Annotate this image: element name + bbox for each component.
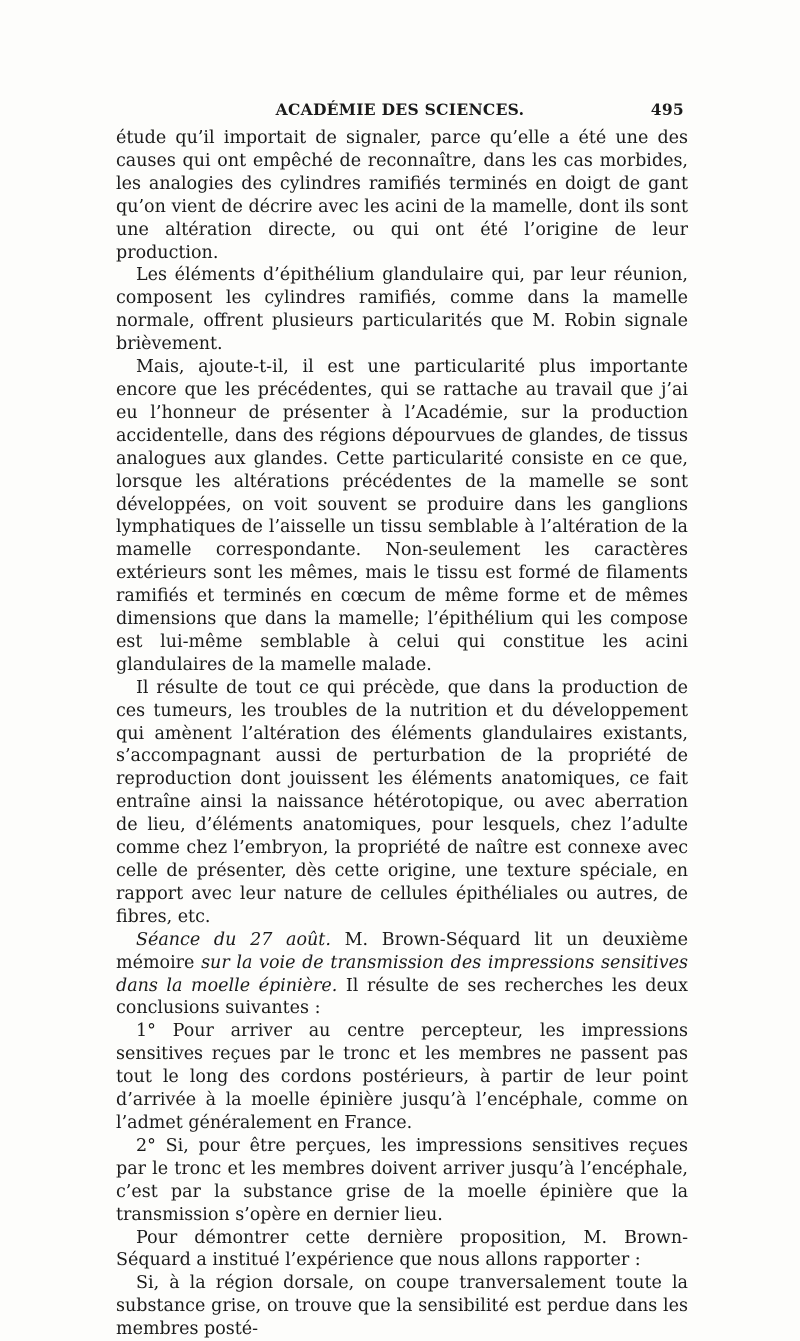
paragraph: Les éléments d’épithélium glandulaire qui, par leur réunion, composent les cylindres ramifiés, comme dans la mamelle normale, offrent plusieurs particularités que M. Robin signale brièvement. xyxy=(116,265,688,355)
memoir-title: sur la voie de transmission des impressions sensitives dans la moelle épinière. xyxy=(116,952,689,996)
text-body xyxy=(116,127,688,1341)
running-title: ACADÉMIE DES SCIENCES. xyxy=(275,100,525,119)
running-head xyxy=(116,100,684,124)
paragraph: Mais, ajoute-t-il, il est une particularité plus importante encore que les précédentes, qui se rattache au travail que j’ai eu l’honneur de présenter à l’Académie, sur la production accidentelle, dans des régions dépourvues de glandes, de tissus analogues aux glandes. Cette particularité consiste en ce que, lorsque les altérations précédentes de la mamelle se sont développées, on voit souvent se produire dans les ganglions lymphatiques de l’aisselle un tissu semblable à l’altération de la mamelle correspondante. Non-seulement les caractères extérieurs sont les mêmes, mais le tissu est formé de filaments ramifiés et terminés en cœcum de même forme et de mêmes dimensions que dans la mamelle; l’épithélium qui les compose est lui-même semblable à celui qui constitue les acini glandulaires de la mamelle malade. xyxy=(116,357,688,675)
paragraph: Si, à la région dorsale, on coupe tranversalement toute la substance grise, on trouve que la sensibilité est perdue dans les membres posté- xyxy=(116,1273,688,1340)
paragraph: étude qu’il importait de signaler, parce qu’elle a été une des causes qui ont empêché de reconnaître, dans les cas morbides, les analogies des cylindres ramifiés terminés en doigt de gant qu’on vient de décrire avec les acini de la mamelle, dont ils sont une altération directe, ou qui ont été l’origine de leur production. xyxy=(116,128,688,263)
paragraph: Pour démontrer cette dernière proposition, M. Brown-Séquard a institué l’expérience que nous allons rapporter : xyxy=(116,1227,688,1271)
page-number: 495 xyxy=(650,100,684,119)
paragraph: Il résulte de tout ce qui précède, que dans la production de ces tumeurs, les troubles de la nutrition et du développement qui amènent l’altération des éléments glandulaires existants, s’accompagnant aussi de perturbation de la propriété de reproduction dont jouissent les éléments anatomiques, ce fait entraîne ainsi la naissance hétérotopique, ou avec aberration de lieu, d’éléments anatomiques, pour lesquels, chez l’adulte comme chez l’embryon, la propriété de naître est connexe avec celle de présenter, dès cette origine, une texture spéciale, en rapport avec leur nature de cellules épithéliales ou autres, de fibres, etc. xyxy=(116,677,688,927)
session-conclusion: Il résulte de ses recherches les deux conclusions suivantes : xyxy=(116,975,688,1019)
session-paragraph xyxy=(116,929,688,1021)
session-date: Séance du 27 août. xyxy=(136,929,331,950)
paragraph: 1° Pour arriver au centre percepteur, les impressions sensitives reçues par le tronc et les membres ne passent pas tout le long des cordons postérieurs, à partir de leur point d’arrivée à la moelle épinière jusqu’à l’encéphale, comme on l’admet généralement en France. xyxy=(116,1021,688,1133)
paragraph: 2° Si, pour être perçues, les impressions sensitives reçues par le tronc et les membres doivent arriver jusqu’à l’encéphale, c’est par la substance grise de la moelle épinière que la transmission s’opère en dernier lieu. xyxy=(116,1135,688,1225)
session-text: M. Brown-Séquard lit un deuxième mémoire xyxy=(116,929,688,973)
